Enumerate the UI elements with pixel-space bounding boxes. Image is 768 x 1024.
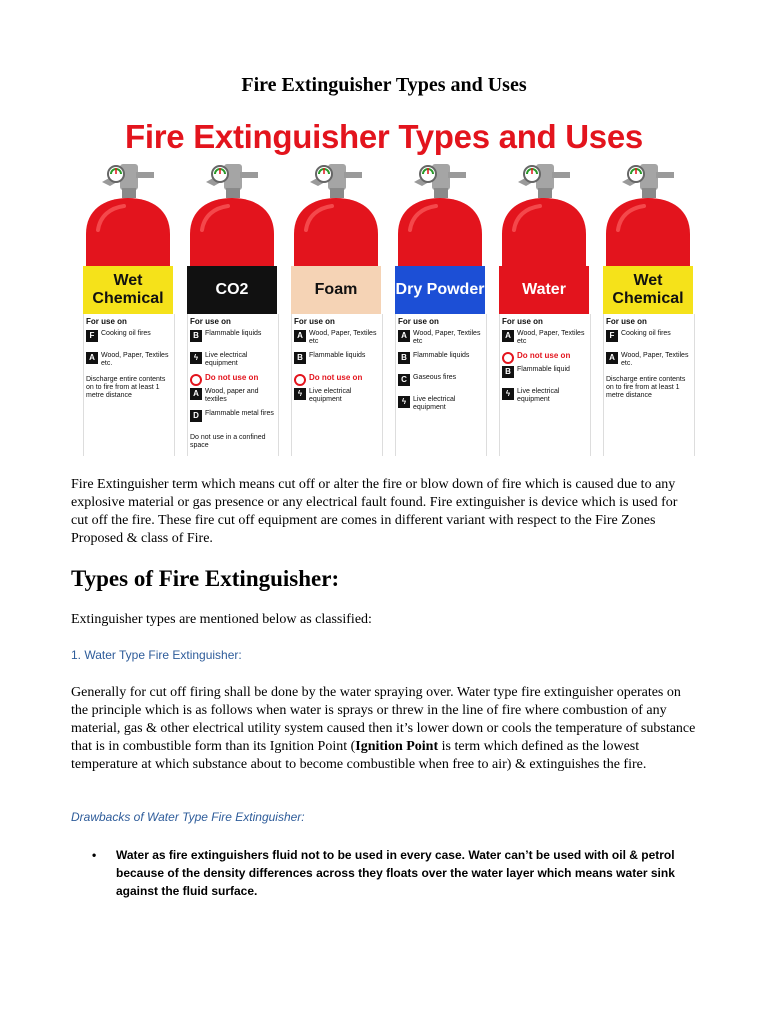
extinguisher-head-icon xyxy=(80,160,176,272)
usage-row xyxy=(190,374,276,386)
water-type-paragraph xyxy=(71,684,698,774)
usage-row xyxy=(606,330,692,342)
bullet-marker: • xyxy=(92,848,97,862)
ignition-point-term: Ignition Point xyxy=(355,739,439,754)
usage-row xyxy=(190,410,276,422)
usage-text: Gaseous fires xyxy=(413,374,457,381)
extinguisher-2 xyxy=(184,160,280,456)
usage-row xyxy=(502,388,588,404)
usage-text: Wood, Paper, Textiles etc. xyxy=(621,352,689,367)
drawbacks-heading: Drawbacks of Water Type Fire Extinguisher: xyxy=(71,810,305,824)
usage-note: Discharge entire contents on to fire from at least 1 metre distance xyxy=(606,376,686,399)
prohibited-icon xyxy=(190,374,202,386)
water-text-2: is term which defined as the lowest temperature at which substance about to become combustible when free to air) & extinguishes the fire. xyxy=(71,739,647,772)
extinguisher-head-icon xyxy=(288,160,384,272)
bullet-text: Water as fire extinguishers fluid not to be used in every case. Water can’t be used with oil & petrol because of the density differences across they floats over the water layer which means water sink against the fluid surface. xyxy=(116,848,675,898)
usage-row xyxy=(294,388,380,404)
usage-row xyxy=(398,396,484,412)
extinguisher-5 xyxy=(496,160,592,456)
fire-class-icon: ϟ xyxy=(502,388,514,400)
extinguisher-poster xyxy=(77,112,691,456)
poster-title: Fire Extinguisher Types and Uses xyxy=(125,118,643,155)
usage-row xyxy=(294,352,380,364)
extinguisher-label: Wet Chemical xyxy=(603,266,693,314)
for-use-heading: For use on xyxy=(606,317,647,326)
extinguisher-label: Foam xyxy=(291,266,381,314)
extinguisher-usage-panel xyxy=(499,314,591,456)
extinguisher-usage-panel xyxy=(291,314,383,456)
water-type-heading: 1. Water Type Fire Extinguisher: xyxy=(71,648,242,662)
for-use-heading: For use on xyxy=(190,317,231,326)
types-intro: Extinguisher types are mentioned below as classified: xyxy=(71,612,372,627)
fire-class-icon: ϟ xyxy=(294,388,306,400)
fire-class-icon: D xyxy=(190,410,202,422)
usage-row xyxy=(86,330,172,342)
for-use-heading: For use on xyxy=(398,317,439,326)
fire-class-icon: A xyxy=(502,330,514,342)
for-use-heading: For use on xyxy=(86,317,127,326)
extinguisher-head-icon xyxy=(184,160,280,272)
fire-class-icon: C xyxy=(398,374,410,386)
fire-class-icon: B xyxy=(398,352,410,364)
fire-class-icon: ϟ xyxy=(398,396,410,408)
fire-class-icon: A xyxy=(294,330,306,342)
usage-text: Live electrical equipment xyxy=(205,352,248,367)
for-use-heading: For use on xyxy=(294,317,335,326)
usage-text: Live electrical equipment xyxy=(413,396,456,411)
usage-row xyxy=(398,352,484,364)
usage-text: Wood, Paper, Textiles etc xyxy=(413,330,481,345)
usage-row xyxy=(190,388,276,404)
intro-paragraph: Fire Extinguisher term which means cut off or alter the fire or blow down of fire which is caused due to any explosive material or gas presence or any electrical fault found. Fire extinguisher is device which is used for cut off the fire. These fire cut off equipment are comes in different variant with respect to the Fire Zones Proposed & class of Fire. xyxy=(71,477,678,546)
fire-class-icon: B xyxy=(502,366,514,378)
extinguisher-head-icon xyxy=(392,160,488,272)
prohibited-icon xyxy=(502,352,514,364)
usage-text: Flammable liquids xyxy=(205,330,262,337)
usage-row xyxy=(190,330,276,342)
extinguisher-usage-panel xyxy=(187,314,279,456)
extinguisher-4 xyxy=(392,160,488,456)
usage-text: Do not use on xyxy=(309,373,363,382)
extinguisher-label: Water xyxy=(499,266,589,314)
usage-text: Live electrical equipment xyxy=(309,388,352,403)
fire-class-icon: A xyxy=(190,388,202,400)
usage-text: Wood, Paper, Textiles etc. xyxy=(101,352,169,367)
usage-text: Flammable liquids xyxy=(309,352,366,359)
usage-row xyxy=(294,374,380,386)
usage-text: Do not use on xyxy=(517,351,571,360)
usage-row xyxy=(502,366,588,378)
usage-text: Do not use on xyxy=(205,373,259,382)
extinguisher-6 xyxy=(600,160,696,456)
usage-text: Wood, paper and textiles xyxy=(205,388,259,403)
usage-text: Flammable liquid xyxy=(517,366,570,373)
usage-text: Cooking oil fires xyxy=(101,330,151,337)
fire-class-icon: ϟ xyxy=(190,352,202,364)
extinguisher-3 xyxy=(288,160,384,456)
extinguisher-label: Wet Chemical xyxy=(83,266,173,314)
usage-note: Do not use in a confined space xyxy=(190,434,266,449)
usage-row xyxy=(606,352,692,368)
types-heading: Types of Fire Extinguisher: xyxy=(71,566,340,591)
extinguisher-label: CO2 xyxy=(187,266,277,314)
fire-class-icon: F xyxy=(86,330,98,342)
fire-class-icon: A xyxy=(86,352,98,364)
prohibited-icon xyxy=(294,374,306,386)
usage-text: Wood, Paper, Textiles etc xyxy=(309,330,377,345)
usage-text: Flammable metal fires xyxy=(205,410,274,417)
fire-class-icon: A xyxy=(606,352,618,364)
usage-row xyxy=(398,330,484,346)
extinguisher-head-icon xyxy=(600,160,696,272)
extinguisher-label: Dry Powder xyxy=(395,266,485,314)
usage-row xyxy=(502,330,588,346)
fire-class-icon: F xyxy=(606,330,618,342)
extinguisher-1 xyxy=(80,160,176,456)
usage-text: Cooking oil fires xyxy=(621,330,671,337)
extinguisher-usage-panel xyxy=(395,314,487,456)
extinguisher-head-icon xyxy=(496,160,592,272)
document-title: Fire Extinguisher Types and Uses xyxy=(241,74,527,96)
usage-row xyxy=(398,374,484,386)
usage-row xyxy=(190,352,276,368)
fire-class-icon: B xyxy=(294,352,306,364)
extinguisher-usage-panel xyxy=(83,314,175,456)
usage-text: Flammable liquids xyxy=(413,352,470,359)
usage-row xyxy=(294,330,380,346)
extinguisher-usage-panel xyxy=(603,314,695,456)
usage-text: Live electrical equipment xyxy=(517,388,560,403)
usage-row xyxy=(502,352,588,364)
usage-row xyxy=(86,352,172,368)
fire-class-icon: A xyxy=(398,330,410,342)
water-text-1: Generally for cut off firing shall be done by the water spraying over. Water type fire extinguisher operates on the principle which is as follows when water is sprays or threw in the line of fire where combustion of any material, gas & other electrical utility system caused then it’s lower down or cools the temperature of substance that is in combustible form than its Ignition Point ( xyxy=(71,685,696,754)
usage-text: Wood, Paper, Textiles etc xyxy=(517,330,585,345)
for-use-heading: For use on xyxy=(502,317,543,326)
usage-note: Discharge entire contents on to fire from at least 1 metre distance xyxy=(86,376,166,399)
fire-class-icon: B xyxy=(190,330,202,342)
